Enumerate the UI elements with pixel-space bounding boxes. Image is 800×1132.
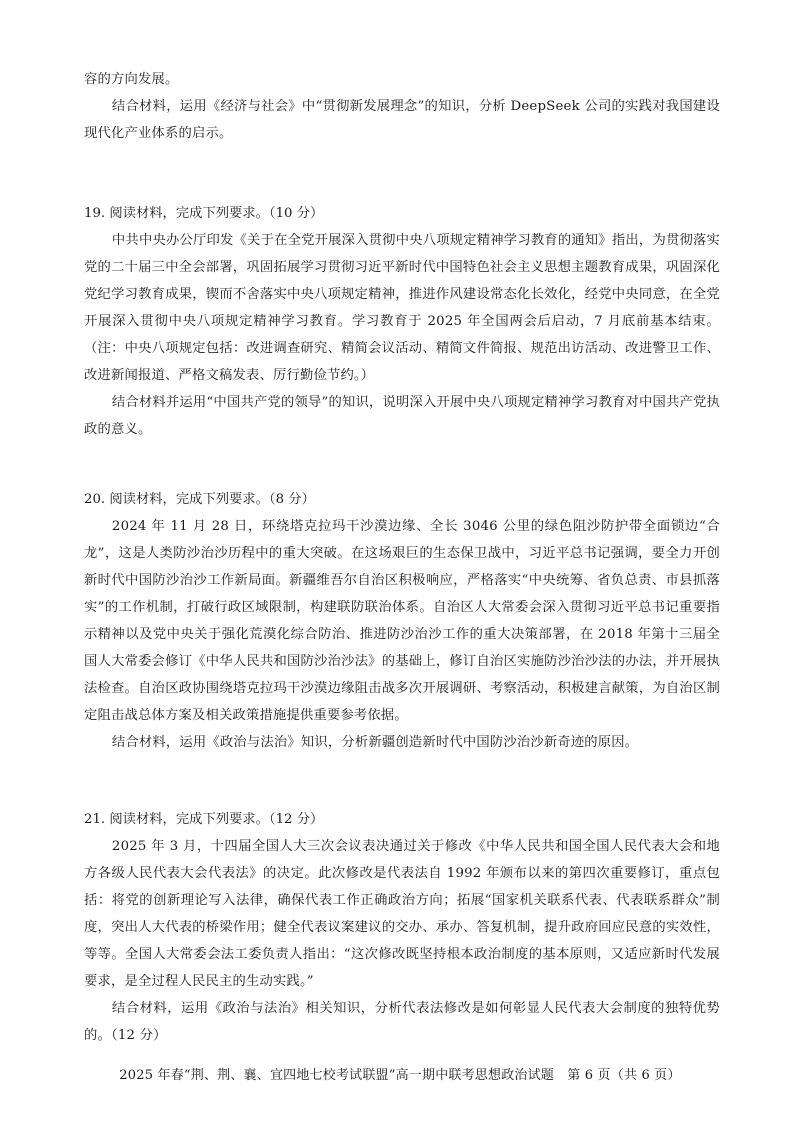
q19-material: 中共中央办公厅印发《关于在全党开展深入贯彻中央八项规定精神学习教育的通知》指出，为贯彻落实党的二十届三中全会部署，巩固拓展学习贯彻习近平新时代中国特色社会主义思想主题教育成果，巩固深化党纪学习教育成果，锲而不舍落实中央八项规定精神，推进作风建设常态化长效化，经党中央同意，在全党开展深入贯彻中央八项规定精神学习教育。学习教育于 2025 年全国两会后启动，7 月底前基本结束。（注：中央八项规定包括：改进调查研究、精简会议活动、精简文件简报、规范出访活动、改进警卫工作、改进新闻报道、严格文稿发表、厉行勤俭节约。） (84, 233, 720, 383)
q20-header: 20. 阅读材料，完成下列要求。（8 分） (84, 492, 315, 507)
q20-task: 结合材料，运用《政治与法治》知识，分析新疆创造新时代中国防沙治沙新奇迹的原因。 (111, 735, 639, 750)
q18-continuation (84, 66, 720, 147)
q19-task: 结合材料并运用“中国共产党的领导”的知识，说明深入开展中央八项规定精神学习教育对中国共产党执政的意义。 (84, 395, 720, 437)
question-19 (84, 200, 720, 443)
question-20 (84, 486, 720, 756)
q21-material: 2025 年 3 月，十四届全国人大三次会议表决通过关于修改《中华人民共和国全国人民代表大会和地方各级人民代表大会代表法》的决定。此次修改是代表法自 1992 年颁布以来的第四次重要修订，重点包括：将党的创新理论写入法律，确保代表工作正确政治方向；拓展“国家机关联系代表、代表联系群众”制度，突出人大代表的桥梁作用；健全代表议案建议的交办、承办、答复机制，提升政府回应民意的实效性，等等。全国人大常委会法工委负责人指出：“这次修改既坚持根本政治制度的基本原则，又适应新时代发展要求，是全过程人民民主的生动实践。” (84, 839, 720, 989)
q21-header: 21. 阅读材料，完成下列要求。（12 分） (84, 812, 324, 827)
page-footer: 2025 年春“荆、荆、襄、宜四地七校考试联盟”高一期中联考思想政治试题 第 6 页（共 6 页） (119, 1068, 681, 1083)
q21-task: 结合材料，运用《政治与法治》相关知识，分析代表法修改是如何彰显人民代表大会制度的独特优势的。（12 分） (84, 1001, 720, 1043)
question-21 (84, 806, 720, 1049)
q18-material-tail: 容的方向发展。 (84, 72, 179, 87)
q18-task: 结合材料，运用《经济与社会》中“贯彻新发展理念”的知识，分析 DeepSeek 公司的实践对我国建设现代化产业体系的启示。 (84, 99, 720, 141)
q19-header: 19. 阅读材料，完成下列要求。（10 分） (84, 206, 324, 221)
q20-material: 2024 年 11 月 28 日，环绕塔克拉玛干沙漠边缘、全长 3046 公里的绿色阻沙防护带全面锁边“合龙”，这是人类防沙治沙历程中的重大突破。在这场艰巨的生态保卫战中，习近平总书记强调，要全力开创新时代中国防沙治沙工作新局面。新疆维吾尔自治区积极响应，严格落实“中央统筹、省负总责、市县抓落实”的工作机制，打破行政区域限制，构建联防联治体系。自治区人大常委会深入贯彻习近平总书记重要指示精神以及党中央关于强化荒漠化综合防治、推进防沙治沙工作的重大决策部署，在 2018 年第十三届全国人大常委会修订《中华人民共和国防沙治沙法》的基础上，修订自治区实施防沙治沙法的办法，并开展执法检查。自治区政协围绕塔克拉玛干沙漠边缘阻击战多次开展调研、考察活动，积极建言献策，为自治区制定阻击战总体方案及相关政策措施提供重要参考依据。 (84, 519, 720, 723)
